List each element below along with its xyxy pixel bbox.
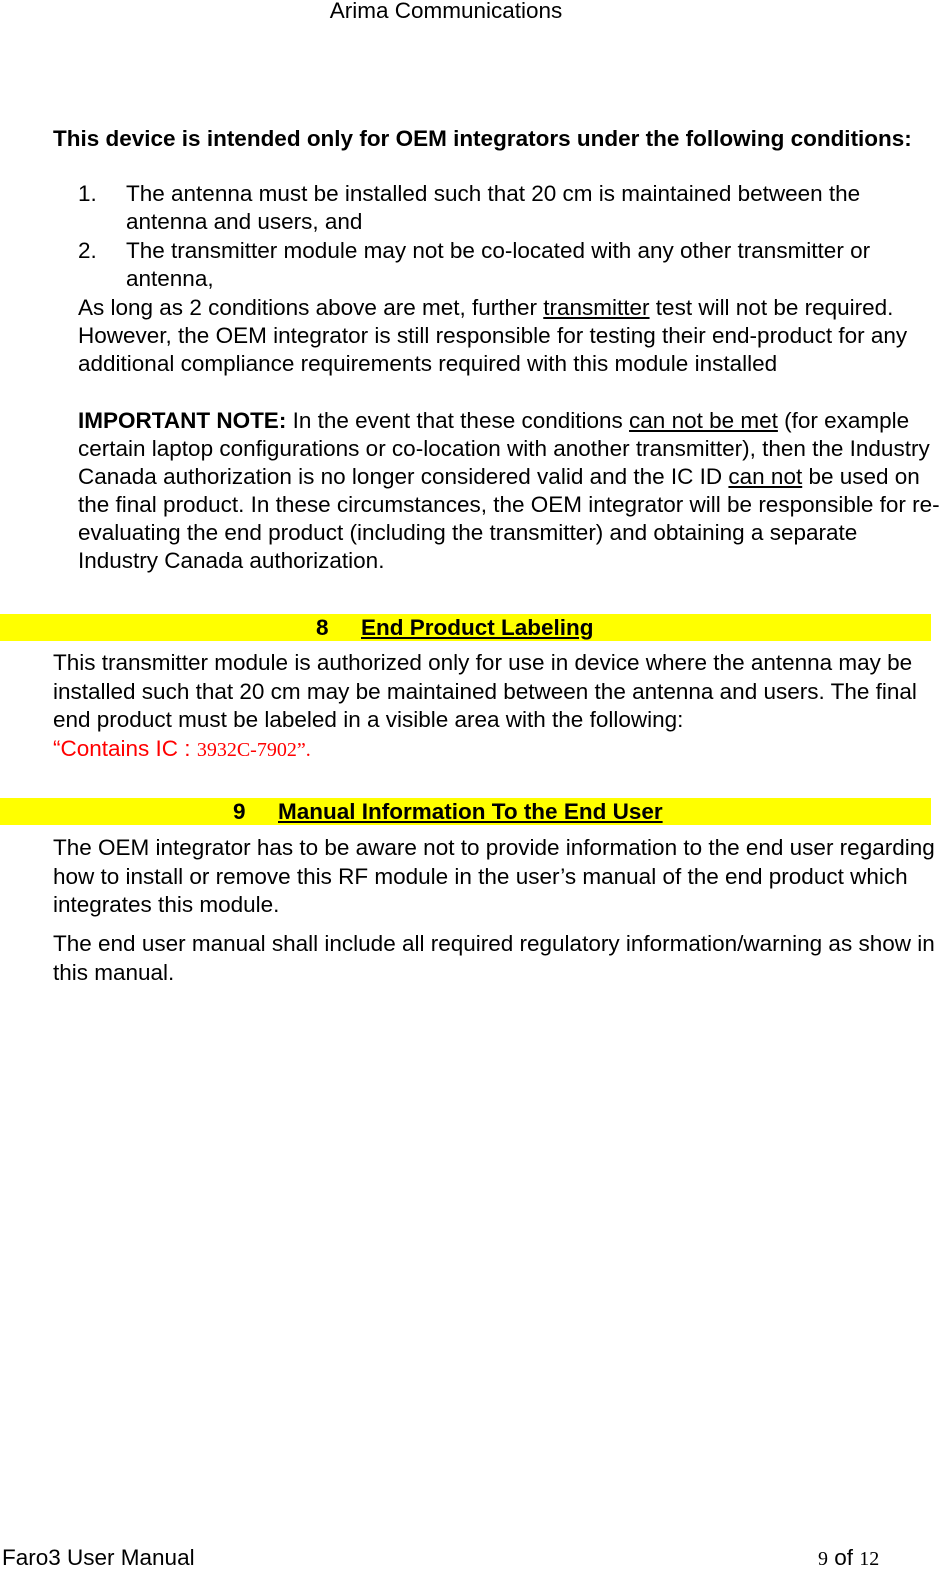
section-9-para-2: The end user manual shall include all required regulatory information/warning as show in this manual. [53,931,935,985]
section-title: Manual Information To the End User [278,799,663,824]
section-8-body [53,649,941,764]
section-body-text: This transmitter module is authorized only for use in device where the antenna may be installed such that 20 cm may be maintained between the antenna and users. The final end product must be labeled in a visible area with the following: [53,650,917,732]
section-title: End Product Labeling [361,615,594,640]
condition-number: 2. [78,238,97,263]
underlined-transmitter: transmitter [543,295,650,320]
note-text: (for example certain laptop configurations or co-location with another transmitter), then the Industry Canada authorization is no longer considered valid and the IC ID [78,408,930,489]
section-9-heading [0,798,931,825]
condition-item-1 [78,180,938,236]
footer-manual-name: Faro3 User Manual [2,1545,195,1570]
condition-item-2 [78,237,938,293]
underlined-can-not: can not [728,464,803,489]
footer-page-number [818,1544,879,1573]
condition-number: 1. [78,181,97,206]
section-9-para-1: The OEM integrator has to be aware not to provide information to the end user regarding how to install or remove this RF module in the user’s manual of the end product which integrates this module. [53,835,935,917]
ic-label-prefix: “Contains IC : [53,735,197,761]
para-text: test will not be required. However, the OEM integrator is still responsible for testing their end-product for any additional compliance requirements required with this module installed [78,295,908,376]
page-of: of [834,1545,854,1570]
page-header-company: Arima Communications [329,0,563,23]
important-note-label: IMPORTANT NOTE: [78,408,287,433]
underlined-can-not-be-met: can not be met [629,408,778,433]
condition-text: The transmitter module may not be co-located with any other transmitter or antenna, [126,238,871,291]
section-number: 8 [316,615,329,640]
condition-text: The antenna must be installed such that 20 cm is maintained between the antenna and users, and [126,181,861,234]
para-text: As long as 2 conditions above are met, further [78,295,544,320]
important-note-paragraph [78,407,942,575]
ic-label-code: 3932C-7902”. [196,738,311,761]
section-number: 9 [233,799,246,824]
intro-heading: This device is intended only for OEM integrators under the following conditions: [53,126,912,151]
note-text: be used on the final product. In these circumstances, the OEM integrator will be responsible for re-evaluating the end product (including the transmitter) and obtaining a separate Industry Canada authorization. [78,464,940,573]
note-text: In the event that these conditions [286,408,630,433]
section-8-heading [0,614,931,641]
page-current: 9 [818,1548,828,1570]
page-total: 12 [859,1548,880,1570]
conditions-met-paragraph [78,294,942,378]
